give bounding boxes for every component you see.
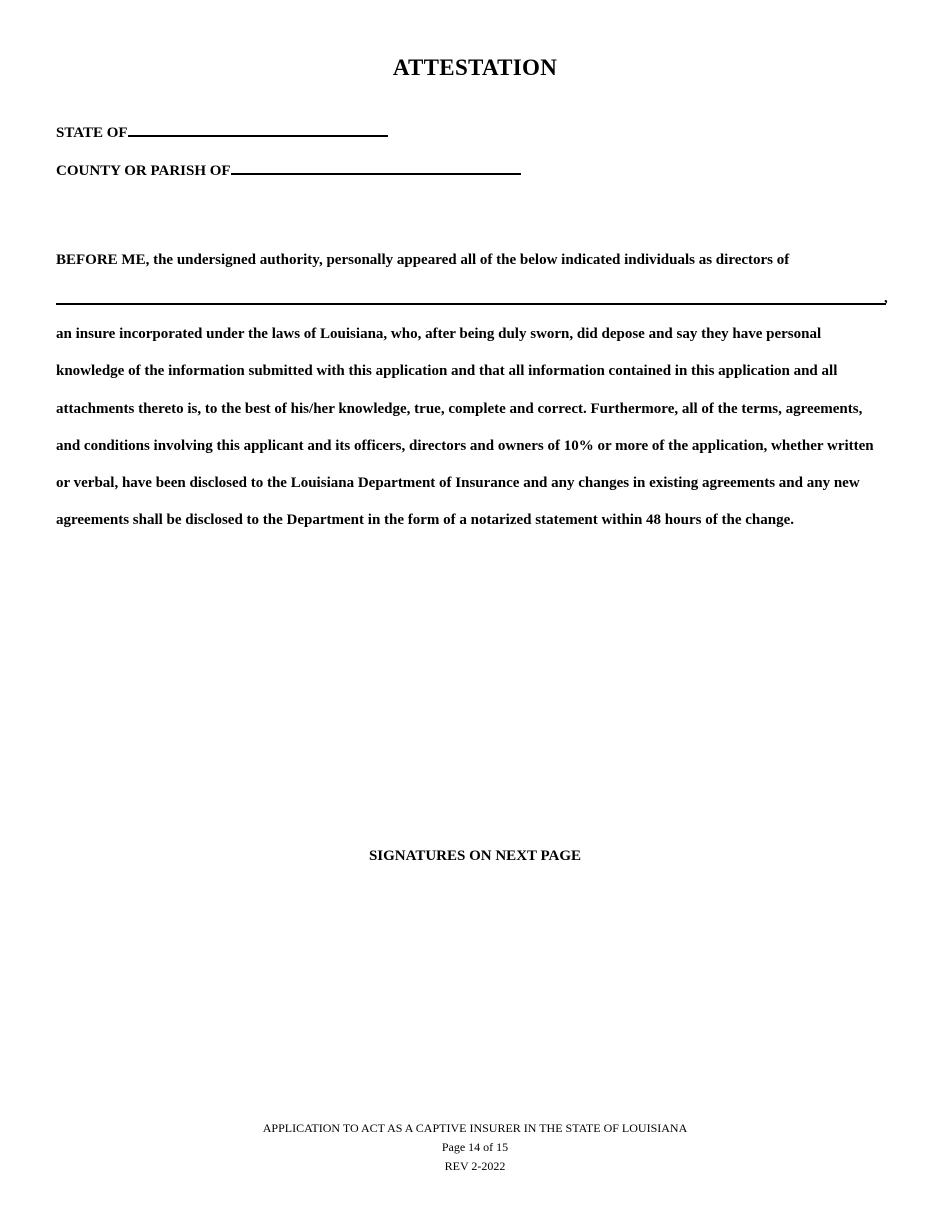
body-line: an insure incorporated under the laws of Louisiana, who, after being duly sworn, did depose and say they have personal: [56, 326, 822, 342]
signatures-note: SIGNATURES ON NEXT PAGE: [368, 848, 582, 864]
state-field: [56, 121, 388, 142]
before-me-statement: BEFORE ME, the undersigned authority, personally appeared all of the below indicated individuals as directors of: [56, 252, 790, 268]
body-line: and conditions involving this applicant and its officers, directors and owners of 10% or more of the application, whether written: [56, 438, 874, 454]
page-title: ATTESTATION: [392, 55, 558, 80]
body-line: knowledge of the information submitted with this application and that all information contained in this application and all: [56, 363, 838, 379]
footer-page-number: Page 14 of 15: [441, 1140, 509, 1154]
directors-comma: ,: [884, 290, 888, 306]
footer-title: APPLICATION TO ACT AS A CAPTIVE INSURER IN THE STATE OF LOUISIANA: [262, 1121, 688, 1135]
county-blank-line: [231, 159, 521, 175]
body-line: or verbal, have been disclosed to the Louisiana Department of Insurance and any changes in existing agreements and any new: [56, 475, 860, 491]
county-field: [56, 159, 521, 180]
footer-revision: REV 2-2022: [444, 1159, 506, 1173]
directors-blank-line: [56, 289, 886, 305]
body-line: agreements shall be disclosed to the Department in the form of a notarized statement within 48 hours of the change.: [56, 512, 794, 528]
state-blank-line: [128, 121, 388, 137]
state-label: STATE OF: [56, 125, 128, 141]
body-line: attachments thereto is, to the best of his/her knowledge, true, complete and correct. Furthermore, all of the terms, agreements,: [56, 401, 863, 417]
county-label: COUNTY OR PARISH OF: [56, 163, 231, 179]
